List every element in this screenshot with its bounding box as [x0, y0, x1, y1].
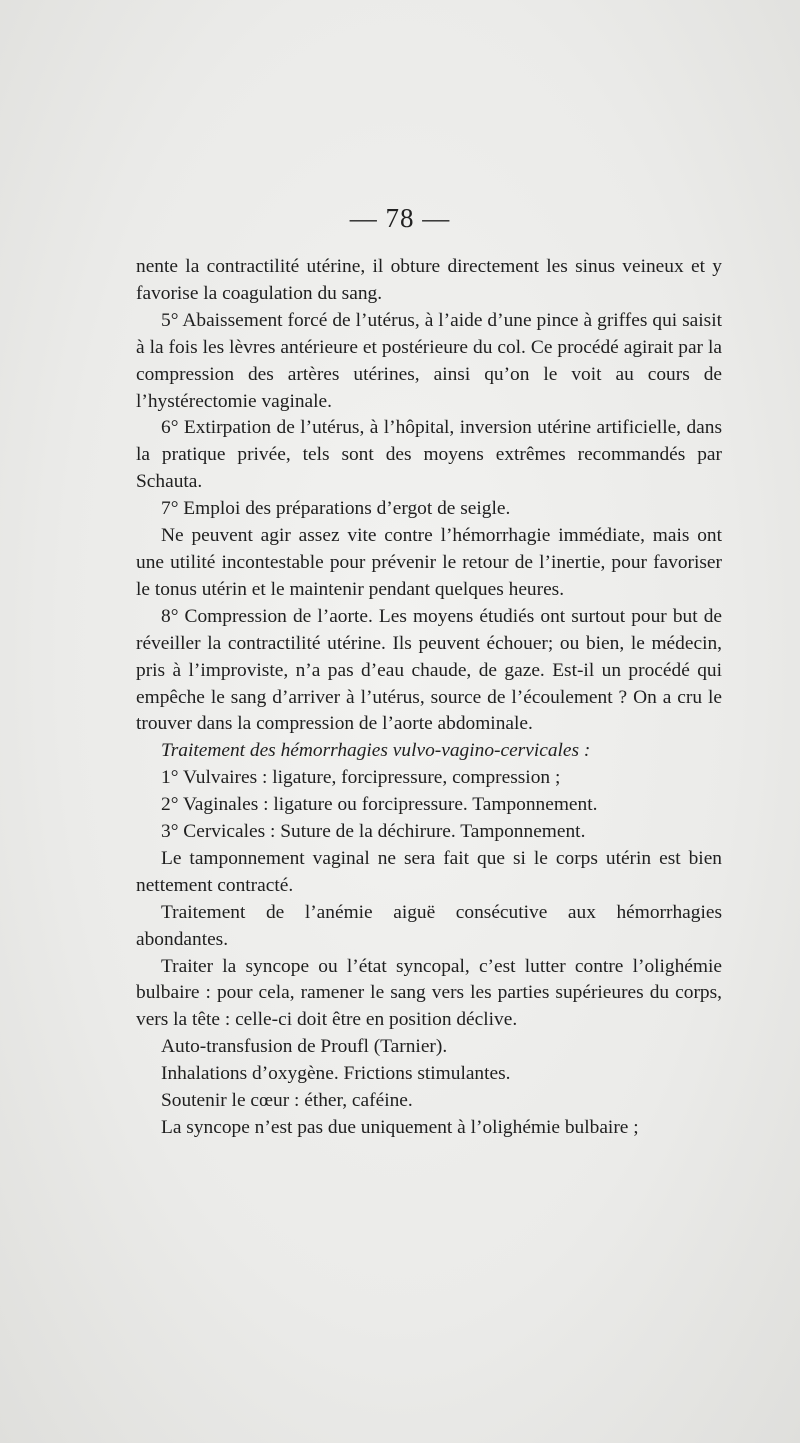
- paragraph: Soutenir le cœur : éther, caféine.: [161, 1090, 413, 1112]
- list-item: 2° Vaginales : ligature ou forcipressure. Tamponnement.: [161, 794, 598, 816]
- paragraph: Traiter la syncope ou l’état syncopal, c’est lutter contre l’olighémie bulbaire : pour cela, ramener le sang vers les parties supérieures du corps, vers la tête : celle-ci doit être en position déclive.: [136, 955, 722, 1031]
- paragraph: 7° Emploi des préparations d’ergot de seigle.: [161, 498, 511, 520]
- paragraph: nente la contractilité utérine, il obture directement les sinus veineux et y favorise la coagulation du sang.: [136, 256, 722, 304]
- paragraph: 5° Abaissement forcé de l’utérus, à l’aide d’une pince à griffes qui saisit à la fois les lèvres antérieure et postérieure du col. Ce procédé agirait par la compression des artères utérines, ainsi qu’on le voit au cours de l’hystérectomie vaginale.: [136, 309, 722, 412]
- paragraph: Le tamponnement vaginal ne sera fait que si le corps utérin est bien nettement contracté.: [136, 847, 722, 896]
- paragraph: Traitement de l’anémie aiguë consécutive aux hémorrhagies abondantes.: [136, 901, 722, 950]
- paragraph: 6° Extirpation de l’utérus, à l’hôpital, inversion utérine artificielle, dans la pratique privée, tels sont des moyens extrêmes recommandés par Schauta.: [136, 417, 722, 493]
- section-heading: Traitement des hémorrhagies vulvo-vagino-cervicales :: [161, 740, 591, 762]
- page-number: — 78 —: [349, 203, 451, 233]
- body-text: [136, 254, 722, 1142]
- paragraph: La syncope n’est pas due uniquement à l’olighémie bulbaire ;: [161, 1117, 639, 1138]
- paragraph: 8° Compression de l’aorte. Les moyens étudiés ont surtout pour but de réveiller la contractilité utérine. Ils peuvent échouer; ou bien, le médecin, pris à l’improviste, n’a pas d’eau chaude, de gaze. Est-il un procédé qui empêche le sang d’arriver à l’utérus, source de l’écoulement ? On a cru le trouver dans la compression de l’aorte abdominale.: [136, 605, 722, 735]
- list-item: 3° Cervicales : Suture de la déchirure. Tamponnement.: [161, 821, 586, 843]
- paragraph: Auto-transfusion de Proufl (Tarnier).: [161, 1036, 448, 1058]
- paragraph: Inhalations d’oxygène. Frictions stimulantes.: [161, 1063, 511, 1085]
- paragraph: Ne peuvent agir assez vite contre l’hémorrhagie immédiate, mais ont une utilité incontestable pour prévenir le retour de l’inertie, pour favoriser le tonus utérin et le maintenir pendant quelques heures.: [136, 525, 722, 600]
- list-item: 1° Vulvaires : ligature, forcipressure, compression ;: [161, 767, 561, 789]
